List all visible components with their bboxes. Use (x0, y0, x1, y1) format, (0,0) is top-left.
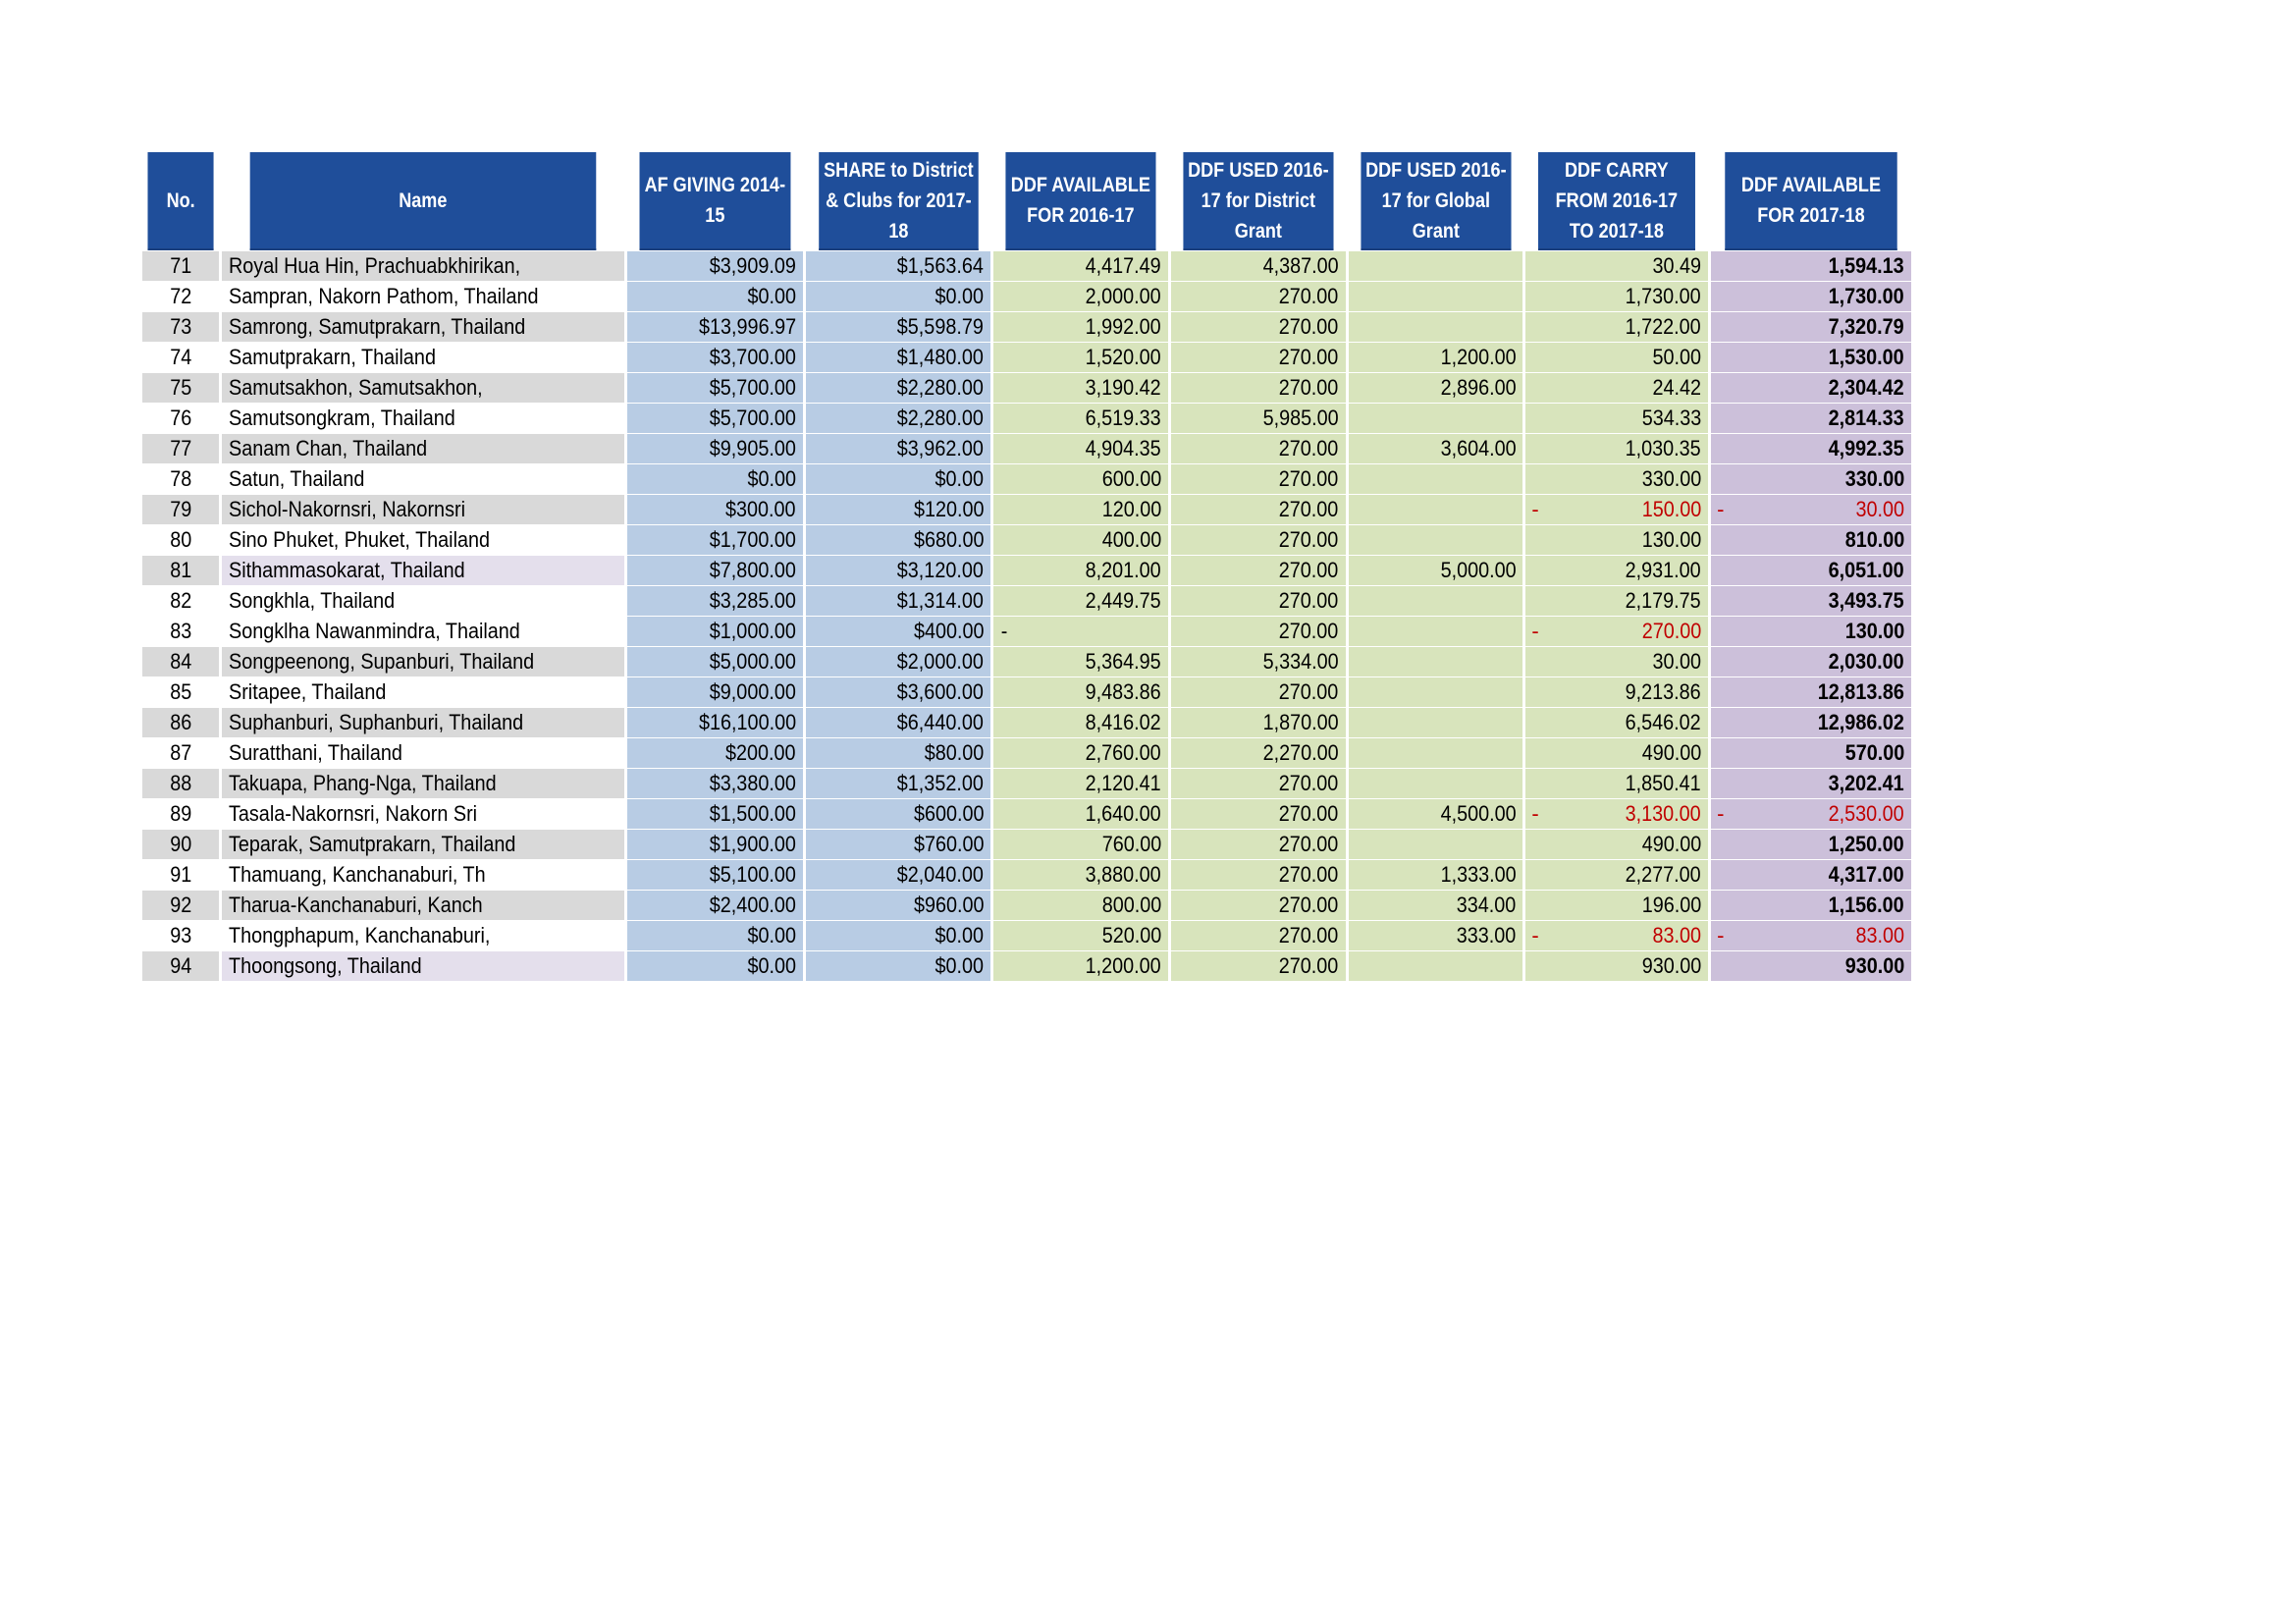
ddf-spreadsheet (142, 151, 1917, 982)
cell-ddf-used-global[interactable] (1349, 769, 1523, 798)
cell-name[interactable]: Tharua-Kanchanaburi, Kanch (222, 891, 624, 920)
cell-af-giving[interactable]: $9,000.00 (627, 677, 803, 707)
table-row[interactable] (142, 556, 1911, 585)
cell-ddf-used-district[interactable]: 4,387.00 (1171, 251, 1346, 281)
cell-ddf-used-district[interactable]: 270.00 (1171, 769, 1346, 798)
cell-af-giving[interactable]: $3,909.09 (627, 251, 803, 281)
header-name[interactable]: Name (250, 152, 596, 250)
cell-ddf-carry[interactable]: 2,931.00 (1525, 556, 1708, 585)
cell-af-giving[interactable]: $1,500.00 (627, 799, 803, 829)
cell-name[interactable]: Samrong, Samutprakarn, Thailand (222, 312, 624, 342)
cell-ddf-available-2017-18[interactable]: - 83.00 (1711, 921, 1911, 950)
cell-share[interactable]: $1,352.00 (806, 769, 991, 798)
cell-ddf-used-district[interactable]: 5,334.00 (1171, 647, 1346, 677)
cell-ddf-carry[interactable]: 130.00 (1525, 525, 1708, 555)
cell-ddf-available-2017-18[interactable]: 3,493.75 (1711, 586, 1911, 616)
cell-ddf-carry[interactable]: - 270.00 (1525, 617, 1708, 646)
cell-ddf-available-2017-18[interactable]: - 2,530.00 (1711, 799, 1911, 829)
cell-ddf-used-district[interactable]: 270.00 (1171, 525, 1346, 555)
cell-ddf-available-2016-17[interactable]: 8,416.02 (993, 708, 1168, 737)
cell-af-giving[interactable]: $3,380.00 (627, 769, 803, 798)
cell-ddf-available-2016-17[interactable]: 400.00 (993, 525, 1168, 555)
cell-ddf-available-2016-17[interactable]: 2,760.00 (993, 738, 1168, 768)
cell-ddf-used-global[interactable]: 5,000.00 (1349, 556, 1523, 585)
cell-share[interactable]: $5,598.79 (806, 312, 991, 342)
cell-ddf-available-2016-17[interactable]: 520.00 (993, 921, 1168, 950)
cell-ddf-available-2016-17[interactable]: 4,904.35 (993, 434, 1168, 463)
cell-ddf-used-global[interactable]: 1,333.00 (1349, 860, 1523, 890)
cell-share[interactable]: $0.00 (806, 951, 991, 981)
cell-ddf-used-district[interactable]: 270.00 (1171, 586, 1346, 616)
cell-ddf-used-district[interactable]: 270.00 (1171, 343, 1346, 372)
cell-ddf-used-global[interactable] (1349, 738, 1523, 768)
header-af-giving[interactable]: AF GIVING 2014-15 (639, 152, 790, 250)
cell-ddf-carry[interactable]: - 150.00 (1525, 495, 1708, 524)
cell-ddf-carry[interactable]: 1,722.00 (1525, 312, 1708, 342)
cell-share[interactable]: $1,314.00 (806, 586, 991, 616)
cell-ddf-carry[interactable]: - 83.00 (1525, 921, 1708, 950)
table-header (142, 152, 1911, 250)
cell-share[interactable]: $80.00 (806, 738, 991, 768)
table-row[interactable] (142, 951, 1911, 981)
cell-ddf-used-global[interactable] (1349, 586, 1523, 616)
cell-name[interactable]: Royal Hua Hin, Prachuabkhirikan, (222, 251, 624, 281)
cell-no[interactable]: 75 (142, 373, 219, 403)
cell-share[interactable]: $2,280.00 (806, 404, 991, 433)
cell-name[interactable]: Sanam Chan, Thailand (222, 434, 624, 463)
cell-ddf-used-district[interactable]: 270.00 (1171, 373, 1346, 403)
cell-no[interactable]: 94 (142, 951, 219, 981)
cell-ddf-used-global[interactable]: 3,604.00 (1349, 434, 1523, 463)
cell-no[interactable]: 80 (142, 525, 219, 555)
cell-ddf-carry[interactable]: 490.00 (1525, 830, 1708, 859)
cell-no[interactable]: 72 (142, 282, 219, 311)
cell-share[interactable]: $2,000.00 (806, 647, 991, 677)
cell-ddf-used-district[interactable]: 270.00 (1171, 891, 1346, 920)
cell-af-giving[interactable]: $7,800.00 (627, 556, 803, 585)
cell-ddf-available-2017-18[interactable]: 930.00 (1711, 951, 1911, 981)
cell-name[interactable]: Samutprakarn, Thailand (222, 343, 624, 372)
cell-ddf-used-district[interactable]: 270.00 (1171, 312, 1346, 342)
cell-no[interactable]: 77 (142, 434, 219, 463)
cell-ddf-used-global[interactable] (1349, 464, 1523, 494)
cell-name[interactable]: Thongphapum, Kanchanaburi, (222, 921, 624, 950)
cell-ddf-used-district[interactable]: 270.00 (1171, 799, 1346, 829)
cell-af-giving[interactable]: $300.00 (627, 495, 803, 524)
cell-name[interactable]: Teparak, Samutprakarn, Thailand (222, 830, 624, 859)
header-share[interactable]: SHARE to District & Clubs for 2017-18 (819, 152, 978, 250)
header-ddf-used-district[interactable]: DDF USED 2016-17 for District Grant (1183, 152, 1333, 250)
cell-ddf-used-district[interactable]: 270.00 (1171, 677, 1346, 707)
header-ddf-available-2016-17[interactable]: DDF AVAILABLE FOR 2016-17 (1006, 152, 1156, 250)
cell-ddf-available-2016-17[interactable]: 3,190.42 (993, 373, 1168, 403)
cell-ddf-available-2016-17[interactable]: - (993, 617, 1168, 646)
header-row (142, 152, 1911, 250)
cell-share[interactable]: $3,120.00 (806, 556, 991, 585)
cell-ddf-available-2017-18[interactable]: 12,986.02 (1711, 708, 1911, 737)
cell-ddf-carry[interactable]: 24.42 (1525, 373, 1708, 403)
cell-ddf-carry[interactable]: 490.00 (1525, 738, 1708, 768)
cell-ddf-used-global[interactable] (1349, 951, 1523, 981)
cell-ddf-available-2017-18[interactable]: 4,317.00 (1711, 860, 1911, 890)
cell-ddf-used-global[interactable] (1349, 677, 1523, 707)
cell-ddf-available-2016-17[interactable]: 9,483.86 (993, 677, 1168, 707)
cell-ddf-used-global[interactable] (1349, 830, 1523, 859)
cell-no[interactable]: 92 (142, 891, 219, 920)
cell-ddf-used-global[interactable] (1349, 617, 1523, 646)
cell-ddf-carry[interactable]: 1,030.35 (1525, 434, 1708, 463)
cell-ddf-used-global[interactable] (1349, 647, 1523, 677)
cell-af-giving[interactable]: $0.00 (627, 921, 803, 950)
cell-share[interactable]: $760.00 (806, 830, 991, 859)
ddf-table (139, 151, 1914, 982)
header-ddf-carry[interactable]: DDF CARRY FROM 2016-17 TO 2017-18 (1538, 152, 1695, 250)
cell-no[interactable]: 73 (142, 312, 219, 342)
header-ddf-used-global[interactable]: DDF USED 2016-17 for Global Grant (1361, 152, 1511, 250)
cell-ddf-carry[interactable]: 534.33 (1525, 404, 1708, 433)
cell-ddf-used-district[interactable]: 1,870.00 (1171, 708, 1346, 737)
cell-ddf-carry[interactable]: 6,546.02 (1525, 708, 1708, 737)
cell-ddf-available-2016-17[interactable]: 1,200.00 (993, 951, 1168, 981)
cell-ddf-carry[interactable]: 1,730.00 (1525, 282, 1708, 311)
table-row[interactable] (142, 617, 1911, 646)
table-row[interactable] (142, 495, 1911, 524)
cell-ddf-available-2016-17[interactable]: 800.00 (993, 891, 1168, 920)
cell-no[interactable]: 88 (142, 769, 219, 798)
cell-af-giving[interactable]: $3,285.00 (627, 586, 803, 616)
cell-ddf-available-2016-17[interactable]: 8,201.00 (993, 556, 1168, 585)
table-row[interactable] (142, 343, 1911, 372)
cell-share[interactable]: $120.00 (806, 495, 991, 524)
cell-af-giving[interactable]: $5,000.00 (627, 647, 803, 677)
cell-name[interactable]: Satun, Thailand (222, 464, 624, 494)
table-row[interactable] (142, 586, 1911, 616)
cell-ddf-used-district[interactable]: 270.00 (1171, 921, 1346, 950)
cell-ddf-used-global[interactable] (1349, 404, 1523, 433)
cell-ddf-available-2017-18[interactable]: 1,530.00 (1711, 343, 1911, 372)
cell-ddf-used-district[interactable]: 2,270.00 (1171, 738, 1346, 768)
table-row[interactable] (142, 525, 1911, 555)
cell-share[interactable]: $680.00 (806, 525, 991, 555)
table-row[interactable] (142, 799, 1911, 829)
cell-ddf-available-2017-18[interactable]: 1,730.00 (1711, 282, 1911, 311)
cell-name[interactable]: Songklha Nawanmindra, Thailand (222, 617, 624, 646)
cell-ddf-available-2016-17[interactable]: 3,880.00 (993, 860, 1168, 890)
cell-name[interactable]: Sampran, Nakorn Pathom, Thailand (222, 282, 624, 311)
cell-ddf-available-2017-18[interactable]: 1,156.00 (1711, 891, 1911, 920)
cell-share[interactable]: $1,480.00 (806, 343, 991, 372)
negative-sign: - (1717, 801, 1725, 826)
cell-ddf-used-global[interactable] (1349, 708, 1523, 737)
table-row[interactable] (142, 282, 1911, 311)
cell-ddf-available-2017-18[interactable]: 2,304.42 (1711, 373, 1911, 403)
cell-no[interactable]: 71 (142, 251, 219, 281)
cell-name[interactable]: Sritapee, Thailand (222, 677, 624, 707)
cell-ddf-used-global[interactable]: 1,200.00 (1349, 343, 1523, 372)
cell-ddf-available-2017-18[interactable]: 1,250.00 (1711, 830, 1911, 859)
cell-no[interactable]: 76 (142, 404, 219, 433)
cell-ddf-used-global[interactable] (1349, 525, 1523, 555)
table-body (142, 251, 1911, 981)
cell-name[interactable]: Sichol-Nakornsri, Nakornsri (222, 495, 624, 524)
cell-af-giving[interactable]: $3,700.00 (627, 343, 803, 372)
cell-ddf-available-2016-17[interactable]: 5,364.95 (993, 647, 1168, 677)
cell-ddf-available-2016-17[interactable]: 2,449.75 (993, 586, 1168, 616)
cell-ddf-carry[interactable]: 1,850.41 (1525, 769, 1708, 798)
cell-ddf-available-2017-18[interactable]: 810.00 (1711, 525, 1911, 555)
cell-share[interactable]: $0.00 (806, 282, 991, 311)
cell-ddf-carry[interactable]: 2,179.75 (1525, 586, 1708, 616)
cell-af-giving[interactable]: $9,905.00 (627, 434, 803, 463)
cell-ddf-carry[interactable]: 930.00 (1525, 951, 1708, 981)
cell-name[interactable]: Samutsongkram, Thailand (222, 404, 624, 433)
negative-sign: - (1531, 923, 1539, 947)
cell-ddf-available-2017-18[interactable]: 330.00 (1711, 464, 1911, 494)
header-ddf-available-2017-18[interactable]: DDF AVAILABLE FOR 2017-18 (1725, 152, 1896, 250)
cell-ddf-used-district[interactable]: 270.00 (1171, 617, 1346, 646)
cell-ddf-available-2017-18[interactable]: 2,814.33 (1711, 404, 1911, 433)
table-row[interactable] (142, 830, 1911, 859)
cell-ddf-carry[interactable]: 30.00 (1525, 647, 1708, 677)
cell-no[interactable]: 83 (142, 617, 219, 646)
cell-no[interactable]: 81 (142, 556, 219, 585)
cell-ddf-used-global[interactable] (1349, 251, 1523, 281)
cell-share[interactable]: $1,563.64 (806, 251, 991, 281)
cell-no[interactable]: 91 (142, 860, 219, 890)
cell-name[interactable]: Songpeenong, Supanburi, Thailand (222, 647, 624, 677)
cell-ddf-available-2016-17[interactable]: 1,992.00 (993, 312, 1168, 342)
cell-ddf-used-district[interactable]: 270.00 (1171, 556, 1346, 585)
cell-name[interactable]: Sithammasokarat, Thailand (222, 556, 624, 585)
cell-af-giving[interactable]: $16,100.00 (627, 708, 803, 737)
cell-no[interactable]: 86 (142, 708, 219, 737)
cell-ddf-available-2017-18[interactable]: 12,813.86 (1711, 677, 1911, 707)
cell-name[interactable]: Sino Phuket, Phuket, Thailand (222, 525, 624, 555)
cell-ddf-available-2017-18[interactable]: - 30.00 (1711, 495, 1911, 524)
cell-ddf-carry[interactable]: 196.00 (1525, 891, 1708, 920)
table-row[interactable] (142, 891, 1911, 920)
table-row[interactable] (142, 251, 1911, 281)
cell-share[interactable]: $2,040.00 (806, 860, 991, 890)
cell-af-giving[interactable]: $5,100.00 (627, 860, 803, 890)
cell-ddf-used-district[interactable]: 270.00 (1171, 434, 1346, 463)
table-row[interactable] (142, 464, 1911, 494)
cell-name[interactable]: Suphanburi, Suphanburi, Thailand (222, 708, 624, 737)
cell-ddf-available-2017-18[interactable]: 130.00 (1711, 617, 1911, 646)
table-row[interactable] (142, 769, 1911, 798)
cell-ddf-available-2016-17[interactable]: 2,000.00 (993, 282, 1168, 311)
cell-no[interactable]: 84 (142, 647, 219, 677)
cell-ddf-available-2016-17[interactable]: 1,520.00 (993, 343, 1168, 372)
cell-share[interactable]: $960.00 (806, 891, 991, 920)
cell-share[interactable]: $0.00 (806, 921, 991, 950)
cell-ddf-carry[interactable]: 50.00 (1525, 343, 1708, 372)
cell-ddf-available-2017-18[interactable]: 1,594.13 (1711, 251, 1911, 281)
cell-ddf-used-district[interactable]: 5,985.00 (1171, 404, 1346, 433)
cell-ddf-used-district[interactable]: 270.00 (1171, 464, 1346, 494)
cell-ddf-available-2017-18[interactable]: 4,992.35 (1711, 434, 1911, 463)
cell-ddf-used-district[interactable]: 270.00 (1171, 282, 1346, 311)
cell-no[interactable]: 74 (142, 343, 219, 372)
cell-share[interactable]: $6,440.00 (806, 708, 991, 737)
cell-share[interactable]: $3,962.00 (806, 434, 991, 463)
cell-ddf-available-2017-18[interactable]: 6,051.00 (1711, 556, 1911, 585)
cell-name[interactable]: Suratthani, Thailand (222, 738, 624, 768)
cell-name[interactable]: Takuapa, Phang-Nga, Thailand (222, 769, 624, 798)
negative-sign: - (1717, 497, 1725, 521)
cell-name[interactable]: Thoongsong, Thailand (222, 951, 624, 981)
cell-ddf-available-2016-17[interactable]: 600.00 (993, 464, 1168, 494)
table-row[interactable] (142, 373, 1911, 403)
header-no[interactable]: No. (147, 152, 213, 250)
cell-no[interactable]: 85 (142, 677, 219, 707)
cell-ddf-used-global[interactable] (1349, 495, 1523, 524)
negative-sign: - (1531, 619, 1539, 643)
table-row[interactable] (142, 434, 1911, 463)
cell-ddf-available-2017-18[interactable]: 3,202.41 (1711, 769, 1911, 798)
cell-share[interactable]: $400.00 (806, 617, 991, 646)
cell-ddf-available-2017-18[interactable]: 2,030.00 (1711, 647, 1911, 677)
cell-ddf-carry[interactable]: 330.00 (1525, 464, 1708, 494)
cell-name[interactable]: Samutsakhon, Samutsakhon, (222, 373, 624, 403)
negative-sign: - (1717, 923, 1725, 947)
cell-ddf-used-global[interactable] (1349, 312, 1523, 342)
cell-ddf-available-2017-18[interactable]: 7,320.79 (1711, 312, 1911, 342)
table-row[interactable] (142, 860, 1911, 890)
cell-no[interactable]: 78 (142, 464, 219, 494)
cell-no[interactable]: 82 (142, 586, 219, 616)
cell-share[interactable]: $0.00 (806, 464, 991, 494)
cell-ddf-carry[interactable]: - 3,130.00 (1525, 799, 1708, 829)
cell-ddf-used-district[interactable]: 270.00 (1171, 830, 1346, 859)
negative-sign: - (1531, 801, 1539, 826)
cell-share[interactable]: $600.00 (806, 799, 991, 829)
cell-no[interactable]: 79 (142, 495, 219, 524)
cell-no[interactable]: 93 (142, 921, 219, 950)
cell-af-giving[interactable]: $1,900.00 (627, 830, 803, 859)
cell-share[interactable]: $3,600.00 (806, 677, 991, 707)
cell-ddf-used-global[interactable] (1349, 282, 1523, 311)
cell-af-giving[interactable]: $2,400.00 (627, 891, 803, 920)
cell-ddf-available-2016-17[interactable]: 120.00 (993, 495, 1168, 524)
cell-af-giving[interactable]: $0.00 (627, 951, 803, 981)
cell-ddf-used-global[interactable]: 4,500.00 (1349, 799, 1523, 829)
cell-af-giving[interactable]: $0.00 (627, 282, 803, 311)
cell-ddf-carry[interactable]: 30.49 (1525, 251, 1708, 281)
cell-af-giving[interactable]: $1,000.00 (627, 617, 803, 646)
cell-ddf-used-global[interactable]: 334.00 (1349, 891, 1523, 920)
cell-share[interactable]: $2,280.00 (806, 373, 991, 403)
cell-af-giving[interactable]: $0.00 (627, 464, 803, 494)
table-row[interactable] (142, 677, 1911, 707)
cell-ddf-used-global[interactable]: 2,896.00 (1349, 373, 1523, 403)
cell-ddf-used-global[interactable]: 333.00 (1349, 921, 1523, 950)
negative-sign: - (1531, 497, 1539, 521)
cell-no[interactable]: 90 (142, 830, 219, 859)
cell-ddf-available-2016-17[interactable]: 2,120.41 (993, 769, 1168, 798)
table-row[interactable] (142, 647, 1911, 677)
cell-af-giving[interactable]: $5,700.00 (627, 373, 803, 403)
cell-name[interactable]: Thamuang, Kanchanaburi, Th (222, 860, 624, 890)
cell-no[interactable]: 87 (142, 738, 219, 768)
cell-ddf-available-2016-17[interactable]: 6,519.33 (993, 404, 1168, 433)
table-row[interactable] (142, 738, 1911, 768)
table-row[interactable] (142, 921, 1911, 950)
cell-ddf-used-district[interactable]: 270.00 (1171, 495, 1346, 524)
cell-ddf-available-2016-17[interactable]: 760.00 (993, 830, 1168, 859)
cell-ddf-available-2016-17[interactable]: 4,417.49 (993, 251, 1168, 281)
table-row[interactable] (142, 312, 1911, 342)
cell-ddf-carry[interactable]: 2,277.00 (1525, 860, 1708, 890)
cell-name[interactable]: Songkhla, Thailand (222, 586, 624, 616)
cell-ddf-available-2017-18[interactable]: 570.00 (1711, 738, 1911, 768)
cell-af-giving[interactable]: $1,700.00 (627, 525, 803, 555)
table-row[interactable] (142, 404, 1911, 433)
cell-ddf-available-2016-17[interactable]: 1,640.00 (993, 799, 1168, 829)
cell-af-giving[interactable]: $13,996.97 (627, 312, 803, 342)
cell-no[interactable]: 89 (142, 799, 219, 829)
cell-ddf-used-district[interactable]: 270.00 (1171, 860, 1346, 890)
table-row[interactable] (142, 708, 1911, 737)
cell-name[interactable]: Tasala-Nakornsri, Nakorn Sri (222, 799, 624, 829)
cell-ddf-used-district[interactable]: 270.00 (1171, 951, 1346, 981)
cell-af-giving[interactable]: $200.00 (627, 738, 803, 768)
cell-ddf-carry[interactable]: 9,213.86 (1525, 677, 1708, 707)
cell-af-giving[interactable]: $5,700.00 (627, 404, 803, 433)
